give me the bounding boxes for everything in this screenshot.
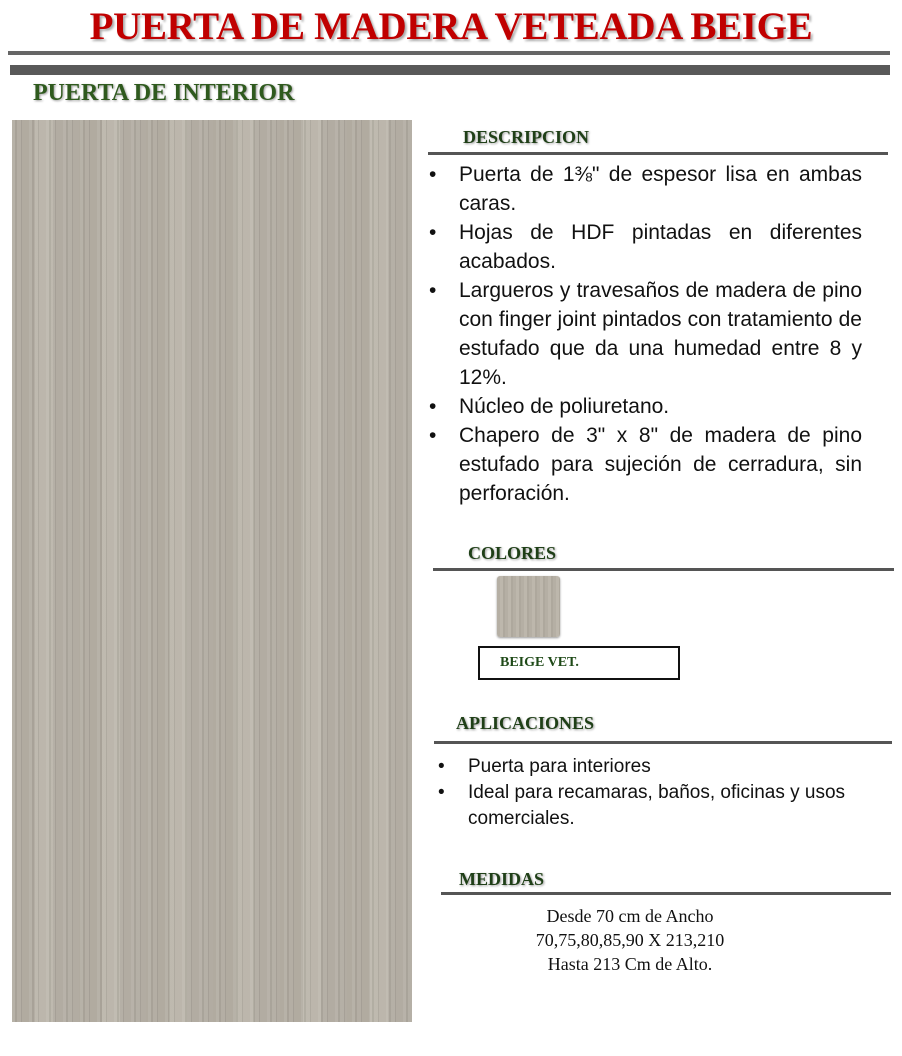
list-item: • Puerta para interiores [438, 754, 858, 780]
descripcion-divider [428, 152, 888, 155]
color-swatch-beige [497, 576, 560, 637]
page-title: PUERTA DE MADERA VETEADA BEIGE [89, 5, 813, 48]
descripcion-heading: DESCRIPCION [463, 127, 590, 147]
medidas-line: Desde 70 cm de Ancho [546, 906, 714, 926]
color-label: BEIGE VET. [500, 655, 579, 670]
medidas-divider [441, 892, 891, 895]
subtitle: PUERTA DE INTERIOR [33, 80, 295, 106]
title-divider-thin [8, 51, 890, 55]
colores-divider [433, 568, 894, 571]
medidas-heading: MEDIDAS [459, 869, 545, 889]
list-item: • Núcleo de poliuretano. [429, 392, 862, 421]
medidas-text [440, 904, 820, 976]
color-label-box [478, 646, 680, 680]
list-item: • Ideal para recamaras, baños, oficinas y usos comerciales. [438, 780, 858, 832]
aplicaciones-divider [434, 741, 892, 744]
list-item: • Largueros y travesaños de madera de pino con finger joint pintados con tratamiento de estufado que da una humedad entre 8 y 12%. [429, 276, 862, 392]
medidas-line: 70,75,80,85,90 X 213,210 [535, 930, 725, 950]
medidas-line: Hasta 213 Cm de Alto. [547, 954, 713, 974]
list-item: • Puerta de 1⅜" de espesor lisa en ambas caras. [429, 160, 862, 218]
descripcion-list [429, 160, 862, 508]
list-item: • Chapero de 3" x 8" de madera de pino estufado para sujeción de cerradura, sin perforación. [429, 421, 862, 508]
aplicaciones-heading: APLICACIONES [456, 713, 595, 733]
title-divider-thick [10, 65, 890, 75]
list-item: • Hojas de HDF pintadas en diferentes acabados. [429, 218, 862, 276]
aplicaciones-list [438, 754, 858, 832]
door-image [12, 120, 412, 1022]
colores-heading: COLORES [468, 543, 557, 563]
